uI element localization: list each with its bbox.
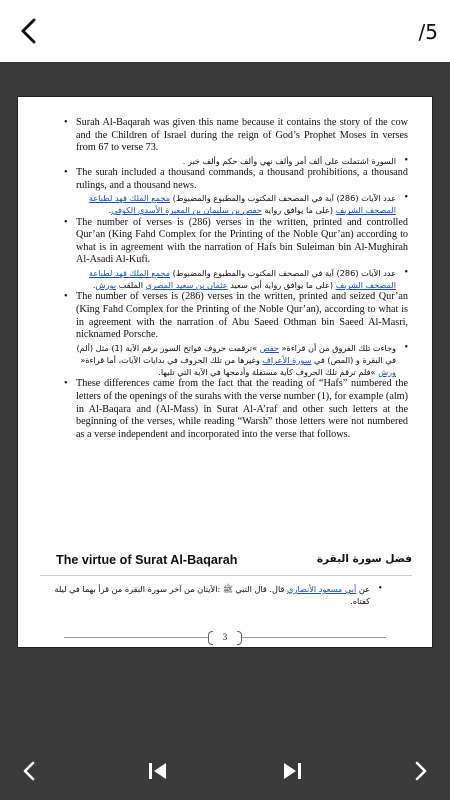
- item-text: The number of verses is (286) verses in the written, printed and controlled Qur’an (King Fahd Complex for the Printing of the Noble Qur’an) according to what is in agreement with the narration of Hafs bin Suleiman bin Al-Mughirah Al-Asadi Al-Kufi.: [76, 216, 408, 266]
- skip-previous-icon: [147, 761, 169, 781]
- top-bar: [0, 0, 450, 62]
- link-warsh[interactable]: بورش: [95, 280, 116, 291]
- list-item: [64, 167, 408, 192]
- list-item: [64, 342, 408, 379]
- link-king-fahd-complex[interactable]: مجمع الملك فهد لطباعة المصحف الشريف: [88, 267, 396, 291]
- link-king-fahd-complex[interactable]: مجمع الملك فهد لطباعة المصحف الشريف: [88, 193, 396, 216]
- link-hafs[interactable]: حفص: [259, 342, 279, 353]
- link-abu-masud[interactable]: أبي مسعود الأنصاري: [286, 584, 357, 594]
- item-text: عدد الآيات (286) آية في المصحف المكتوب والمطبوع والمضبوط): [170, 193, 396, 204]
- item-text: عدد الآيات (286) آية في المصحف المكتوب والمطبوع والمضبوط): [170, 267, 396, 278]
- link-warsh[interactable]: ورش: [378, 367, 396, 378]
- list-item: [64, 291, 408, 341]
- list-item: [64, 217, 408, 267]
- item-text: الملقب: [116, 280, 146, 291]
- item-text: عن: [356, 584, 370, 594]
- page-number: 3: [208, 630, 242, 644]
- list-item: [64, 267, 408, 291]
- section-heading: [40, 553, 412, 573]
- document-page: [17, 96, 433, 648]
- item-text: The surah included a thousand commands, a thousand prohibitions, a thousand rulings, and a thousand news.: [76, 166, 408, 191]
- first-page-button[interactable]: [143, 756, 173, 786]
- back-button[interactable]: [10, 12, 46, 50]
- item-text: »ترقمت حروف فواتح السور برقم الآية (1) مثل (ألم) في البقرة و (المص) في: [76, 342, 396, 365]
- section-divider: [40, 575, 412, 576]
- section-title-en: The virtue of Surat Al-Baqarah: [56, 553, 238, 567]
- hadith-item: [42, 583, 382, 607]
- item-text: وجاءت تلك الفروق من أن قراءة«: [278, 342, 396, 353]
- list-item: [64, 192, 408, 216]
- list-item: [64, 117, 408, 155]
- item-text: »فلم ترقم تلك الحروف كآية مستقلة وأدمجها في الآية التي تليها.: [158, 367, 379, 378]
- item-text: The number of verses is (286) verses in the written, printed and seized Qur’an (King Fahd Complex for the Printing of the Noble Qur’an), according to what is in agreement with the narration of Abu Saeed Othman bin Saeed Al-Masri, nicknamed Porsche.: [76, 291, 408, 341]
- bottom-toolbar: [0, 662, 450, 800]
- page-content: [64, 117, 408, 441]
- page-counter: /5: [418, 20, 438, 44]
- skip-next-icon: [281, 761, 303, 781]
- item-text: These differences came from the fact that the reading of “Hafs” numbered the letters of the openings of the surahs with the verse number (1), for example (alm) in Al-Baqara and (Al-Mass) in Surat Al-A’raf and other such letters at the beginning of the verses, while reading “Warsh” those letters were not numbered as a verse independent and incorporated into the verse that follows.: [76, 378, 408, 440]
- item-text: وغيرها من تلك الحروف في بدايات الآيات، أما قراءة«: [80, 354, 263, 365]
- previous-page-button[interactable]: [14, 756, 44, 786]
- chevron-left-icon: [18, 17, 38, 45]
- item-text: السورة اشتملت على ألف أمر وألف نهي وألف حكم وألف خبر .: [182, 155, 396, 166]
- list-item: [64, 378, 408, 441]
- section-title-ar: فضل سورة البقرة: [316, 553, 412, 565]
- item-text: قال. قال النبي ﷺ :الآيتان من آخر سورة البقرة من قرأ بهما في ليلة كفتاه.: [54, 584, 370, 607]
- link-hafs[interactable]: حفص بن سليمان بن المغيرة الأسدي الكوفي: [111, 205, 262, 216]
- last-page-button[interactable]: [277, 756, 307, 786]
- chevron-left-icon: [21, 761, 37, 781]
- list-item: [64, 155, 408, 167]
- item-text: Surah Al-Baqarah was given this name because it contains the story of the cow and the Children of Israel during the reign of God’s Prophet Moses in verses from 67 to verse 73.: [76, 117, 408, 154]
- next-page-button[interactable]: [406, 756, 436, 786]
- item-text: .: [92, 280, 96, 291]
- item-text: .: [108, 205, 112, 216]
- link-surat-al-araf[interactable]: سورة الأعراف: [262, 354, 312, 365]
- chevron-right-icon: [413, 761, 429, 781]
- link-othman[interactable]: عثمان بن سعيد المصري: [145, 280, 228, 291]
- item-text: (على ما يوافق رواية: [261, 205, 336, 216]
- item-text: (على ما يوافق رواية أبي سعيد: [227, 280, 336, 291]
